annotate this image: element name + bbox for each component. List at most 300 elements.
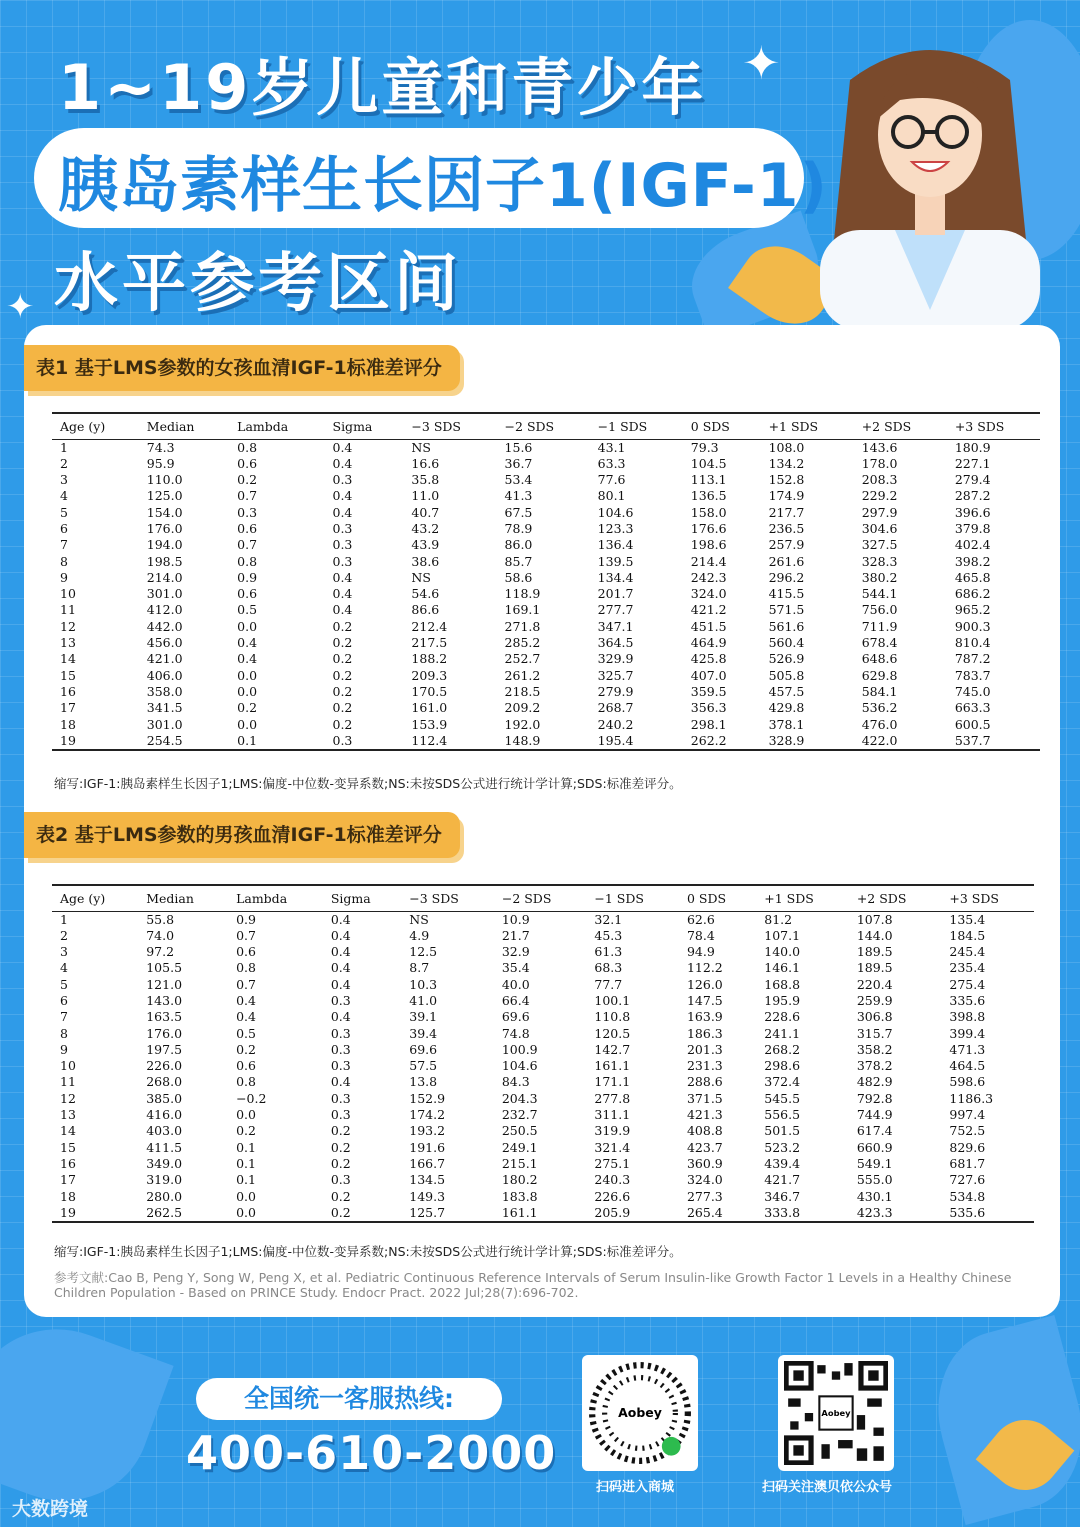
table-row [52, 537, 1040, 553]
table-row [52, 1107, 1034, 1123]
table-cell: 245.4 [949, 944, 986, 960]
table-cell: 32.9 [501, 944, 530, 960]
table-cell: 209.2 [504, 700, 541, 716]
table-cell: 17 [60, 700, 76, 716]
table-cell: 17 [60, 1172, 76, 1188]
table-cell: 240.3 [594, 1172, 631, 1188]
table-cell: 464.5 [949, 1058, 986, 1074]
table-cell: 0.6 [237, 520, 258, 536]
table-cell: 456.0 [146, 635, 183, 651]
table-cell: 166.7 [409, 1155, 446, 1171]
table1-heading: 表1 基于LMS参数的女孩血清IGF-1标准差评分 [24, 345, 460, 391]
table-cell: 328.9 [761, 733, 854, 750]
table-cell: 254.5 [139, 733, 229, 750]
table2-note: 缩写:IGF-1:胰岛素样生长因子1;LMS:偏度-中位数-变异系数;NS:未按SDS公式进行统计学计算;SDS:标准差评分。 [54, 1244, 682, 1259]
table-cell: 501.5 [764, 1123, 801, 1139]
table-cell: 0.3 [330, 1041, 351, 1057]
table-cell: 0.0 [236, 1107, 256, 1123]
table-row [52, 960, 1034, 976]
table-cell: 3 [60, 472, 68, 488]
column-header: −1 SDS [586, 885, 679, 911]
hotline-number: 400-610-2000 [186, 1426, 557, 1480]
table-cell: 324.0 [690, 586, 727, 602]
table-cell: 161.1 [494, 1205, 587, 1222]
table-cell: 86.0 [504, 537, 533, 553]
table-cell: 471.3 [949, 1041, 986, 1057]
table-cell: 36.7 [504, 455, 533, 471]
column-header: 0 SDS [683, 413, 761, 439]
table-cell: 315.7 [856, 1025, 893, 1041]
table-cell: 169.1 [504, 602, 541, 618]
table-cell: 555.0 [856, 1172, 893, 1188]
table-cell: 0.2 [237, 472, 258, 488]
table-cell: 39.4 [409, 1025, 438, 1041]
table-cell: 451.5 [690, 618, 727, 634]
table-cell: 829.6 [949, 1139, 986, 1155]
table-cell: 197.5 [146, 1041, 183, 1057]
table-cell: 240.2 [597, 716, 634, 732]
table-cell: 0.6 [237, 455, 258, 471]
table-cell: 0.4 [332, 504, 353, 520]
column-header: +2 SDS [849, 885, 942, 911]
table-cell: 97.2 [146, 944, 175, 960]
table-cell: 1 [60, 911, 68, 927]
table-cell: 0.2 [332, 635, 353, 651]
table-cell: 45.3 [594, 927, 623, 943]
table-cell: 81.2 [764, 911, 793, 927]
sparkle-icon: ✦ [742, 36, 781, 90]
table-cell: 163.9 [686, 1009, 723, 1025]
table-cell: 277.8 [594, 1090, 631, 1106]
table-row [52, 977, 1034, 993]
table-cell: 279.9 [597, 683, 634, 699]
table-cell: NS [409, 911, 429, 927]
table-cell: 0.3 [330, 1172, 351, 1188]
table-cell: 0.6 [236, 944, 256, 960]
table-cell: 43.1 [597, 439, 626, 455]
table-cell: 8.7 [409, 960, 430, 976]
table-cell: 110.0 [146, 472, 183, 488]
watermark: 大数跨境 [12, 1498, 89, 1520]
table-cell: 328.3 [861, 553, 898, 569]
table-cell: 41.0 [409, 992, 438, 1008]
column-header: Age (y) [52, 885, 138, 911]
table-cell: 0.3 [332, 472, 353, 488]
table-cell: 0.2 [236, 1041, 256, 1057]
table-cell: 0.2 [330, 1155, 351, 1171]
table-cell: 1 [60, 439, 68, 455]
table-cell: 0.4 [332, 602, 353, 618]
table-row [52, 1123, 1034, 1139]
table-cell: 0.5 [236, 1025, 256, 1041]
table-cell: 402.4 [954, 537, 991, 553]
table-cell: 0.2 [332, 716, 353, 732]
table-cell: 415.5 [768, 586, 805, 602]
column-header: −3 SDS [403, 413, 496, 439]
table-cell: 325.7 [597, 667, 634, 683]
table-cell: 505.8 [768, 667, 805, 683]
table-row [52, 472, 1040, 488]
table-row [52, 1091, 1034, 1107]
table-cell: 277.3 [686, 1188, 723, 1204]
column-header: Age (y) [52, 413, 139, 439]
table-cell: 783.7 [954, 667, 991, 683]
table-cell: 0.1 [236, 1172, 256, 1188]
table-cell: 11 [60, 1074, 76, 1090]
table-cell: 69.6 [501, 1009, 530, 1025]
table-cell: 86.6 [411, 602, 440, 618]
table-cell: 0.1 [236, 1139, 256, 1155]
table-cell: 398.8 [949, 1009, 986, 1025]
table-cell: 0.4 [236, 1009, 256, 1025]
table-cell: 80.1 [597, 488, 626, 504]
table-cell: 380.2 [861, 569, 898, 585]
column-header: +1 SDS [756, 885, 849, 911]
table-cell: 523.2 [764, 1139, 801, 1155]
table-cell: 277.7 [597, 602, 634, 618]
table-cell: 648.6 [861, 651, 898, 667]
table-row [52, 456, 1040, 472]
table-cell: 371.5 [686, 1090, 723, 1106]
table-row [52, 586, 1040, 602]
table-cell: 0.2 [330, 1188, 351, 1204]
table-cell: 319.9 [594, 1123, 631, 1139]
table-cell: 561.6 [768, 618, 805, 634]
table-cell: 301.0 [146, 716, 183, 732]
table-cell: 279.4 [954, 472, 991, 488]
table-cell: 218.5 [504, 683, 541, 699]
table-cell: 74.8 [501, 1025, 530, 1041]
table-cell: 134.4 [597, 569, 634, 585]
table-cell: 346.7 [764, 1188, 801, 1204]
table-cell: 134.2 [768, 455, 805, 471]
table-cell: 379.8 [954, 520, 991, 536]
table-cell: 406.0 [146, 667, 183, 683]
table-cell: 378.1 [768, 716, 805, 732]
table-cell: 660.9 [856, 1139, 893, 1155]
table-cell: 250.5 [501, 1123, 538, 1139]
table-cell: 161.1 [594, 1058, 631, 1074]
table-cell: 349.0 [146, 1155, 183, 1171]
table-cell: 536.2 [861, 700, 898, 716]
table-cell: 226.0 [146, 1058, 183, 1074]
table-cell: 262.5 [138, 1205, 228, 1222]
table-cell: 84.3 [501, 1074, 530, 1090]
svg-text:Aobey: Aobey [821, 1408, 851, 1419]
table-cell: 107.1 [764, 927, 801, 943]
table-cell: 0.2 [236, 1123, 256, 1139]
table-cell: 142.7 [594, 1041, 631, 1057]
table-cell: 792.8 [856, 1090, 893, 1106]
table-cell: 100.9 [501, 1041, 538, 1057]
title-line-2: 胰岛素样生长因子1(IGF-1) [58, 151, 828, 221]
table-cell: 174.2 [409, 1107, 446, 1123]
table-cell: 11.0 [411, 488, 440, 504]
table-cell: 19 [52, 1205, 138, 1222]
table-cell: 360.9 [686, 1155, 723, 1171]
column-header: +3 SDS [947, 413, 1040, 439]
table-cell: 180.9 [954, 439, 991, 455]
table-cell: 412.0 [146, 602, 183, 618]
table-cell: 152.9 [409, 1090, 446, 1106]
table-cell: 10 [60, 586, 76, 602]
table2-heading: 表2 基于LMS参数的男孩血清IGF-1标准差评分 [24, 812, 460, 858]
table-cell: 249.1 [501, 1139, 538, 1155]
table-cell: 4.9 [409, 927, 430, 943]
svg-text:Aobey: Aobey [618, 1405, 662, 1421]
table-cell: 0.4 [330, 927, 351, 943]
table-cell: 0.4 [332, 488, 353, 504]
table-cell: 154.0 [146, 504, 183, 520]
mall-qr-caption: 扫码进入商城 [596, 1480, 675, 1495]
table-cell: 4 [60, 960, 68, 976]
table-cell: 5 [60, 504, 68, 520]
table-row [52, 570, 1040, 586]
table-cell: 140.0 [764, 944, 801, 960]
table-cell: 358.2 [856, 1041, 893, 1057]
table-cell: 43.9 [411, 537, 440, 553]
table-cell: 0.7 [237, 537, 258, 553]
table-cell: 287.2 [954, 488, 991, 504]
table-cell: 171.1 [594, 1074, 631, 1090]
table-cell: 193.2 [409, 1123, 446, 1139]
table-cell: 146.1 [764, 960, 801, 976]
table-cell: 201.3 [686, 1041, 723, 1057]
table-cell: 13 [60, 635, 76, 651]
column-header: Sigma [323, 885, 401, 911]
table-cell: 242.3 [690, 569, 727, 585]
table-cell: 104.6 [597, 504, 634, 520]
table-row [52, 635, 1040, 651]
table-cell: 9 [60, 1041, 68, 1057]
table-cell: 476.0 [861, 716, 898, 732]
table-cell: 15.6 [504, 439, 533, 455]
table-cell: 118.9 [504, 586, 541, 602]
table-cell: 0.3 [332, 537, 353, 553]
table-cell: 18 [60, 716, 76, 732]
table-cell: 58.6 [504, 569, 533, 585]
table-cell: 40.0 [501, 976, 530, 992]
table-cell: 0.0 [237, 716, 258, 732]
table-cell: 347.1 [597, 618, 634, 634]
table-cell: 0.3 [330, 1090, 351, 1106]
table-cell: 745.0 [954, 683, 991, 699]
table-cell: 191.6 [409, 1139, 446, 1155]
table-cell: 195.9 [764, 992, 801, 1008]
table-cell: 15 [60, 667, 76, 683]
table-cell: 333.8 [756, 1205, 849, 1222]
table-cell: 184.5 [949, 927, 986, 943]
table-cell: 120.5 [594, 1025, 631, 1041]
table-cell: NS [411, 569, 431, 585]
table-cell: 74.0 [146, 927, 175, 943]
hotline-label: 全国统一客服热线: [196, 1378, 502, 1420]
table-cell: 178.0 [861, 455, 898, 471]
table-cell: 0.6 [236, 1058, 256, 1074]
table-cell: 965.2 [954, 602, 991, 618]
column-header: 0 SDS [679, 885, 756, 911]
table-row [52, 1189, 1034, 1205]
table-cell: 421.7 [764, 1172, 801, 1188]
table-cell: 407.0 [690, 667, 727, 683]
table-cell: 537.7 [947, 733, 1040, 750]
table-cell: 63.3 [597, 455, 626, 471]
table-cell: 85.7 [504, 553, 533, 569]
table-row [52, 684, 1040, 700]
table-cell: 261.6 [768, 553, 805, 569]
table-cell: 235.4 [949, 960, 986, 976]
table-cell: 139.5 [597, 553, 634, 569]
table-cell: 0.4 [330, 1074, 351, 1090]
table-row [52, 651, 1040, 667]
table-cell: 0.8 [237, 439, 258, 455]
table-row [52, 488, 1040, 504]
table1-note: 缩写:IGF-1:胰岛素样生长因子1;LMS:偏度-中位数-变异系数;NS:未按SDS公式进行统计学计算;SDS:标准差评分。 [54, 776, 682, 791]
table-cell: 0.4 [330, 911, 351, 927]
table-cell: 66.4 [501, 992, 530, 1008]
table-cell: 198.6 [690, 537, 727, 553]
table-cell: 416.0 [146, 1107, 183, 1123]
table-cell: 168.8 [764, 976, 801, 992]
table-cell: 0.9 [237, 569, 258, 585]
leaf-decoration [919, 1315, 1080, 1525]
table-cell: 526.9 [768, 651, 805, 667]
table-cell: 135.4 [949, 911, 986, 927]
table-cell: 125.7 [401, 1205, 494, 1222]
table-cell: 6 [60, 992, 68, 1008]
table-cell: 16.6 [411, 455, 440, 471]
table-cell: 204.3 [501, 1090, 538, 1106]
table-cell: 425.8 [690, 651, 727, 667]
table-cell: 2 [60, 455, 68, 471]
table-cell: 104.6 [501, 1058, 538, 1074]
table-cell: 198.5 [146, 553, 183, 569]
table-cell: 0.3 [330, 992, 351, 1008]
table-cell: 2 [60, 927, 68, 943]
table-cell: 0.0 [237, 618, 258, 634]
table-cell: 0.4 [330, 960, 351, 976]
table-cell: 19 [52, 733, 139, 750]
table-cell: 0.7 [236, 927, 256, 943]
table-cell: 0.3 [330, 1025, 351, 1041]
table-row [52, 1026, 1034, 1042]
table-cell: 163.5 [146, 1009, 183, 1025]
table-cell: 421.0 [146, 651, 183, 667]
table-cell: 0.4 [332, 439, 353, 455]
column-header: +3 SDS [941, 885, 1034, 911]
table-cell: 385.0 [146, 1090, 183, 1106]
table-cell: 214.4 [690, 553, 727, 569]
table-cell: 78.9 [504, 520, 533, 536]
column-header: −1 SDS [590, 413, 683, 439]
qr-code-icon [784, 1361, 888, 1465]
table-cell: 0.8 [236, 1074, 256, 1090]
table-cell: 335.6 [949, 992, 986, 1008]
table-cell: 268.0 [146, 1074, 183, 1090]
table-cell: 148.9 [497, 733, 590, 750]
table-cell: 0.2 [332, 700, 353, 716]
table-cell: 378.2 [856, 1058, 893, 1074]
table-cell: 0.8 [237, 553, 258, 569]
table-cell: 403.0 [146, 1123, 183, 1139]
table-cell: 430.1 [856, 1188, 893, 1204]
table-cell: 62.6 [686, 911, 715, 927]
table-cell: 321.4 [594, 1139, 631, 1155]
table-row [52, 717, 1040, 733]
table-cell: 0.2 [332, 667, 353, 683]
table-cell: 268.2 [764, 1041, 801, 1057]
table-cell: 40.7 [411, 504, 440, 520]
table-cell: 997.4 [949, 1107, 986, 1123]
table-cell: 0.4 [330, 976, 351, 992]
table-cell: 298.6 [764, 1058, 801, 1074]
table-cell: 261.2 [504, 667, 541, 683]
column-header: Median [139, 413, 229, 439]
table-cell: 14 [60, 651, 76, 667]
table-cell: 464.9 [690, 635, 727, 651]
table-cell: 0.3 [332, 553, 353, 569]
table-cell: 252.7 [504, 651, 541, 667]
table-cell: 77.6 [597, 472, 626, 488]
male-igf1-table [52, 884, 1034, 1223]
column-header: +2 SDS [854, 413, 947, 439]
table-cell: 79.3 [690, 439, 719, 455]
table-cell: 598.6 [949, 1074, 986, 1090]
table-cell: 744.9 [856, 1107, 893, 1123]
table-cell: 152.8 [768, 472, 805, 488]
table-cell: 5 [60, 976, 68, 992]
table-cell: 95.9 [146, 455, 175, 471]
table-row [52, 993, 1034, 1009]
table-cell: 327.5 [861, 537, 898, 553]
table-cell: 11 [60, 602, 76, 618]
table-cell: 183.8 [501, 1188, 538, 1204]
table-cell: 212.4 [411, 618, 448, 634]
table-cell: 12 [60, 1090, 76, 1106]
table-header-row [52, 413, 1040, 439]
table-cell: 421.2 [690, 602, 727, 618]
table-cell: 136.4 [597, 537, 634, 553]
table-cell: 422.0 [854, 733, 947, 750]
table-cell: 236.5 [768, 520, 805, 536]
table-cell: 107.8 [856, 911, 893, 927]
table-cell: 41.3 [504, 488, 533, 504]
table-row [52, 928, 1034, 944]
table-cell: 232.7 [501, 1107, 538, 1123]
table-cell: 0.7 [237, 488, 258, 504]
table-cell: 787.2 [954, 651, 991, 667]
table-cell: 94.9 [686, 944, 715, 960]
table-row [52, 505, 1040, 521]
table-cell: 4 [60, 488, 68, 504]
column-header: −2 SDS [497, 413, 590, 439]
table-cell: 0.4 [332, 586, 353, 602]
table-cell: 259.9 [856, 992, 893, 1008]
table-cell: 10.9 [501, 911, 530, 927]
column-header: Lambda [229, 413, 324, 439]
table-cell: 7 [60, 537, 68, 553]
mall-qr-code[interactable] [582, 1355, 698, 1471]
wechat-qr-code[interactable] [778, 1355, 894, 1471]
table-cell: 9 [60, 569, 68, 585]
table-cell: 301.0 [146, 586, 183, 602]
table-cell: 285.2 [504, 635, 541, 651]
table-cell: 149.3 [409, 1188, 446, 1204]
table-cell: 112.2 [686, 960, 723, 976]
column-header: +1 SDS [761, 413, 854, 439]
table-cell: 0.2 [237, 700, 258, 716]
table-cell: 1186.3 [949, 1090, 994, 1106]
